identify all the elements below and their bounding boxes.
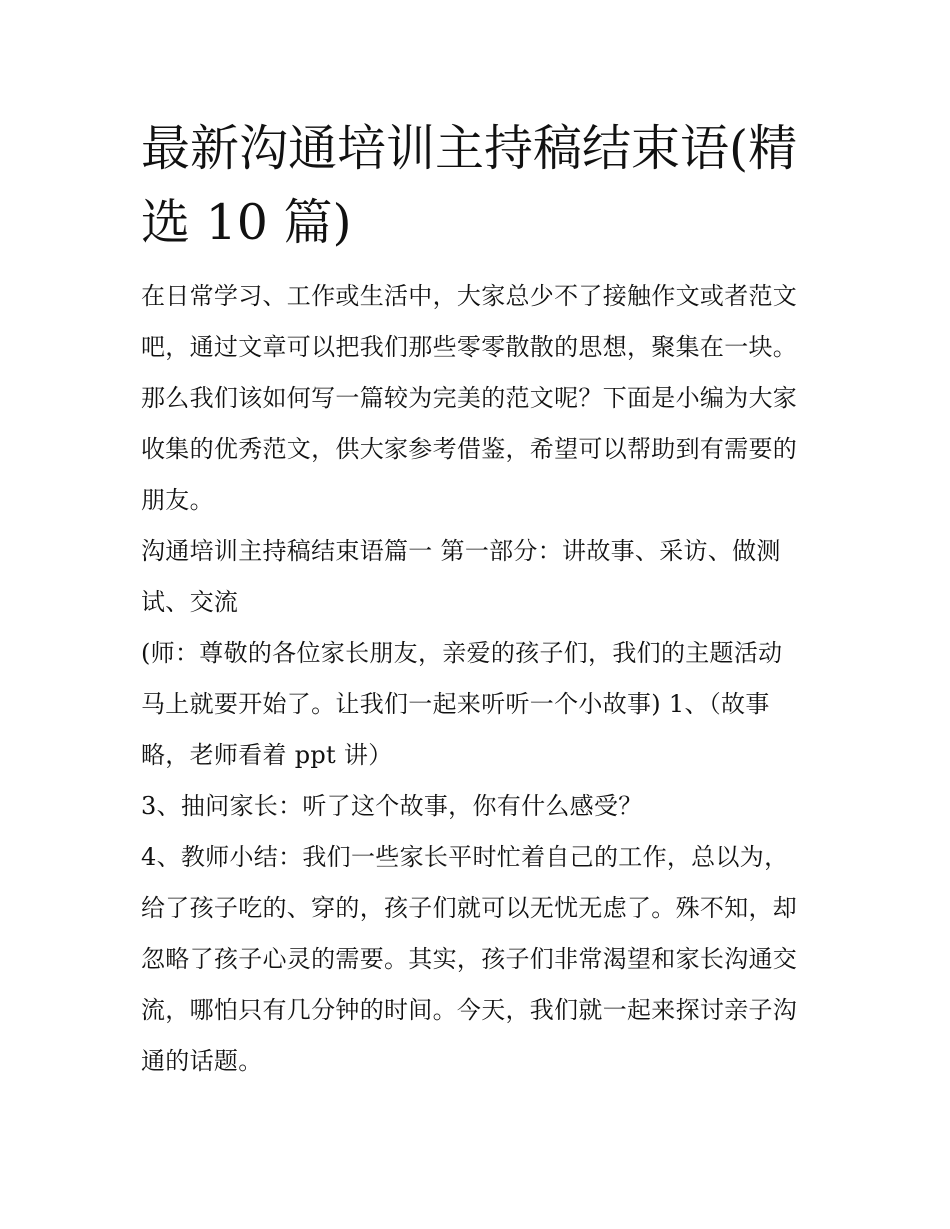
- title-line: 选 10 篇): [141, 194, 352, 251]
- text-line: 流，哪怕只有几分钟的时间。今天，我们就一起来探讨亲子沟: [141, 996, 798, 1024]
- text-line: 忽略了孩子心灵的需要。其实，孩子们非常渴望和家长沟通交: [141, 945, 798, 973]
- text-line: 在日常学习、工作或生活中，大家总少不了接触作文或者范文: [141, 282, 798, 310]
- text-line: (师：尊敬的各位家长朋友，亲爱的孩子们，我们的主题活动: [141, 639, 783, 667]
- text-line: 那么我们该如何写一篇较为完美的范文呢？下面是小编为大家: [141, 384, 798, 412]
- section-heading-paragraph: [141, 526, 816, 628]
- text-line: 3、抽问家长：听了这个故事，你有什么感受？: [141, 792, 643, 820]
- question-paragraph: [141, 781, 816, 832]
- document-body: [141, 112, 816, 1087]
- document-title: [141, 112, 816, 260]
- text-line: 沟通培训主持稿结束语篇一 第一部分：讲故事、采访、做测: [141, 537, 781, 565]
- intro-paragraph: [141, 271, 816, 526]
- title-line: 最新沟通培训主持稿结束语(精: [141, 120, 798, 177]
- text-line: 略，老师看着 ppt 讲）: [141, 741, 393, 769]
- text-line: 收集的优秀范文，供大家参考借鉴，希望可以帮助到有需要的: [141, 435, 798, 463]
- text-line: 给了孩子吃的、穿的，孩子们就可以无忧无虑了。殊不知，却: [141, 894, 798, 922]
- text-line: 试、交流: [141, 588, 239, 616]
- summary-paragraph: [141, 832, 816, 1087]
- text-line: 马上就要开始了。让我们一起来听听一个小故事) 1、（故事: [141, 690, 770, 718]
- text-line: 朋友。: [141, 486, 214, 514]
- teacher-opening-paragraph: [141, 628, 816, 781]
- text-line: 通的话题。: [141, 1047, 263, 1075]
- text-line: 吧，通过文章可以把我们那些零零散散的思想，聚集在一块。: [141, 333, 798, 361]
- text-line: 4、教师小结：我们一些家长平时忙着自己的工作，总以为，: [141, 843, 789, 871]
